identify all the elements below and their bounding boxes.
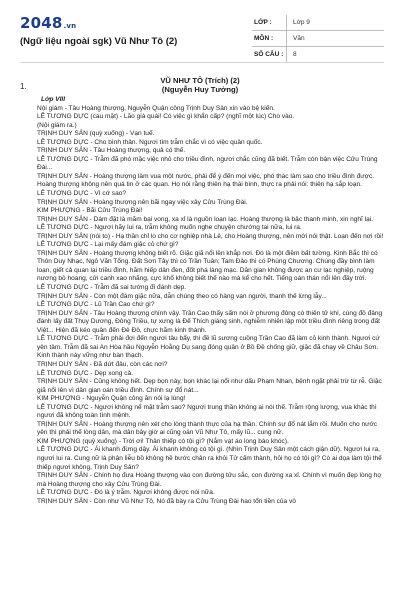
dialogue-line: LÊ TƯƠNG DỰC - Cho bình thân. Ngươi tìm trẫm chắc vì có việc quân quốc. (37, 138, 263, 146)
dialogue-line: TRỊNH DUY SẢN - Chính họ đưa Hoàng thượng vào con đường tửu sắc, con đường xa xỉ. Chính vì muốn đẹp lòng họ mà Hoàng thượng cho xây Cửu Trùng Đài. (37, 472, 382, 488)
dialogue-line: TRỊNH DUY SẢN - Dám đặt là mãm bại vong, xa xỉ là nguồn loạn lạc. Hoàng thượng là bậc thanh minh, xin nghĩ lại. (37, 215, 374, 223)
dialogue-line: LÊ TƯƠNG DỰC - Ái khanh đừng dậy. Ái khanh không có tội gì. (Nhìn Trịnh Duy Sản một cách giận dữ). Ngươi lui ra, ngươi lui ra. Cung nữ là phận liễu bồ không hề bước chân ra khỏi Tử cấm thành, hỏi họ có tội gì? Cò ai dọa làm tội thế thiếp ngươi không, Trịnh Duy Sản? (37, 446, 382, 471)
dialogue-line: LÊ TƯƠNG DỰC - Ngươi không nể mặt trẫm sao? Ngươi trung thần không ai nói thế. Trẫm rộng lượng, vua khác thì ngươi đã không toàn tính mệnh. (37, 403, 377, 420)
dialogue-line: LÊ TƯƠNG DỰC - Trẫm đã sai tướng đi đánh dẹp. (37, 284, 187, 292)
meta-label: MÔN : (252, 31, 287, 46)
meta-label: LỚP : (252, 15, 287, 30)
dialogue-line: LÊ TƯƠNG DỰC - Lũ Trần Cao chứ gì? (37, 301, 155, 309)
act-heading: Lớp VIII (41, 96, 66, 103)
dialogue-line: LÊ TƯƠNG DỰC - Dẹp xong cả. (37, 369, 133, 377)
dialogue-line: TRỊNH DUY SẢN - Hoàng thượng nên bãi ngay việc xây Cửu Trùng Đài. (37, 198, 248, 206)
passage-author: (Nguyễn Huy Tưởng) (161, 85, 239, 94)
dialogue-line: TRỊNH DUY SẢN - Hoàng thượng nên xét cho lòng thành thực của hạ thần. Chính sự đổ nát lắm rồi. Muốn cho nước yên thì phải thế lòng dân, mà dân bây giờ ai cũng oán Vũ Như Tô, mấy lũ... cung nữ. (37, 420, 378, 437)
meta-label: SỐ CÂU : (252, 47, 287, 62)
dialogue-line: LÊ TƯƠNG DỰC - Đó là ý trẫm. Ngươi không được nói nữa. (37, 489, 215, 497)
passage-body (37, 96, 389, 506)
dialogue-line: LÊ TƯƠNG DỰC - Ngươi hãy lui ra, trẫm không muốn nghe chuyện chướng tai nữa, lui ra. (37, 224, 302, 232)
dialogue-line: LÊ TƯƠNG DỰC - Vì cớ sao? (37, 190, 127, 198)
dialogue-line: LÊ TƯƠNG DỰC - Trẫm đã phó mặc việc nhỏ cho triều đình, ngươi chắc cũng đã biết. Trẫm còn bận việc Cửu Trùng Đài... (37, 155, 378, 172)
divider (20, 62, 384, 63)
meta-box (252, 15, 384, 63)
dialogue-line: LÊ TƯƠNG DỰC (cau mặt) - Lão già quái! Có việc gì khẩn cấp? (nghĩ một lúc) Cho vào. (37, 113, 295, 121)
meta-row-subject (252, 31, 384, 47)
meta-row-question-count (252, 47, 384, 63)
dialogue-line: TRỊNH DUY SẢN - Hoàng thượng làm vua một nước, phải để ý đến mọi việc, phó thác làm sao cho triều đình được. Hoàng thượng không nên quá tin ở các quan. Họ nói rằng thiên hạ thái bình, thực ra phải nói: thiên hạ sắp loạn. (37, 172, 375, 189)
dialogue-line: KIM PHƯỢNG - Nguyễn Quận công ăn nói lạ lùng! (37, 395, 186, 403)
meta-row-class (252, 15, 384, 31)
logo-text: 2048 (20, 14, 63, 32)
meta-value: Lớp 9 (293, 19, 310, 26)
dialogue-line: Nội giám - Tâu Hoàng thượng, Nguyễn Quận công Trịnh Duy Sản xin vào bệ kiến. (37, 104, 275, 112)
logo-suffix: .vn (63, 22, 77, 30)
dialogue-line: KIM PHƯỢNG (quỳ xuống) - Trời ơi! Thân thiếp có tội gì? (Nắm vạt áo long bào khóc). (37, 437, 289, 445)
dialogue-line: TRỊNH DUY SẢN - Tâu Hoàng thượng chính vậy. Trần Cao thấy sấm nói ở phương đông có thiên tử khí, cùng đồ đảng đánh lấy đất Thụy Dương, Đông Triều, tự xưng là Đế Thích giáng sinh, nghiễm nhiên lập một triều đình riêng trong đất Việt... Hiện đã kéo quân đến Đê Đô, chực hãm kinh thành. (37, 309, 383, 334)
meta-value: Văn (293, 35, 305, 42)
dialogue-line: TRỊNH DUY SẢN - Hoàng thượng không biết rõ. Giặc giã nổi lên khắp nơi. Đó là một điềm bất tường. Kinh Bắc thì có Thôn Duy Nhạc, Ngô Văn Tổng. Đất Sơn Tây thì có Trần Tuân; Tam Đảo thì có Phùng Chương. Chúng đầy bình làm loạn, giết cả quan lại triều đình, hãm hiếp dân đen, đốt phá làng mạc. Dân gian không được an cư lạc nghiệp, ruộng nương bỏ hoang, cửi canh xao nhãng, cực khổ không biết thế nào mà kể cho hết. Tiếng oán thán nổi lên đầy trời. (37, 249, 378, 283)
document-title: (Ngữ liệu ngoài sgk) Vũ Như Tô (2) (20, 36, 178, 47)
dialogue-line: TRỊNH DUY SẢN - Tâu Hoàng thượng, quả có thế. (37, 147, 186, 155)
dialogue-line: TRỊNH DUY SẢN - Còn như Vũ Như Tô, Nó đã bày ra Cửu Trùng Đài hao tổn tiền của vô (37, 497, 296, 505)
dialogue-line: LÊ TƯƠNG DỰC - Trẫm phải đợi đến ngươi tâu bẩy, thì đề lũ sương cuồng Trần Cao đã làm cỏ kinh thành. Ngươi cứ yên tâm. Trẫm đã sai An Hòa hầu Nguyễn Hoằng Dụ sang đóng quân ở Bồ Đề chống giữ, giặc đã chạy về Châu Sơn. Kinh thành này vững như bàn thạch. (37, 335, 380, 360)
dialogue-line: TRỊNH DUY SẢN - Còn một đám giặc nữa, dẫn chúng theo có hàng vạn người, thanh thế lừng lẫy... (37, 292, 327, 300)
dialogue-line: KIM PHƯỢNG - Bãi Cửu Trùng Đài! (37, 207, 143, 215)
dialogue-line: LÊ TƯƠNG DỰC - Lại mấy đám giặc cỏ chứ gì? (37, 241, 179, 249)
dialogue-line: TRỊNH DUY SẢN (nói to) - Hạ thần chỉ lo cho cơ nghiệp nhà Lê, cho Hoàng thượng, nên mới nói thật. Loạn đến nơi rồi! (37, 232, 384, 240)
dialogue-line: TRỊNH DUY SẢN (quỳ xuống) - Vạn tuế. (37, 130, 155, 138)
passage-title: VŨ NHƯ TÔ (Trích) (2) (160, 76, 240, 85)
meta-value: 8 (293, 51, 297, 58)
dialogue-line: TRỊNH DUY SẢN - Đã dứt đâu, còn các nơi? (37, 360, 168, 368)
header (0, 0, 400, 58)
question-number: 1. (20, 82, 27, 91)
dialogue-line: TRỊNH DUY SẢN - Cũng không hết. Dẹp bọn này, bọn khác lại nổi như dấu Phạm Nhan, bệnh ngặt phải trừ từ rễ. Giặc giã nổi lên vì dân gian oán triều đình. Chính sự đổ nát... (37, 378, 382, 394)
dialogue-line: (Nội giám ra.) (37, 121, 77, 129)
site-logo[interactable] (20, 14, 76, 32)
